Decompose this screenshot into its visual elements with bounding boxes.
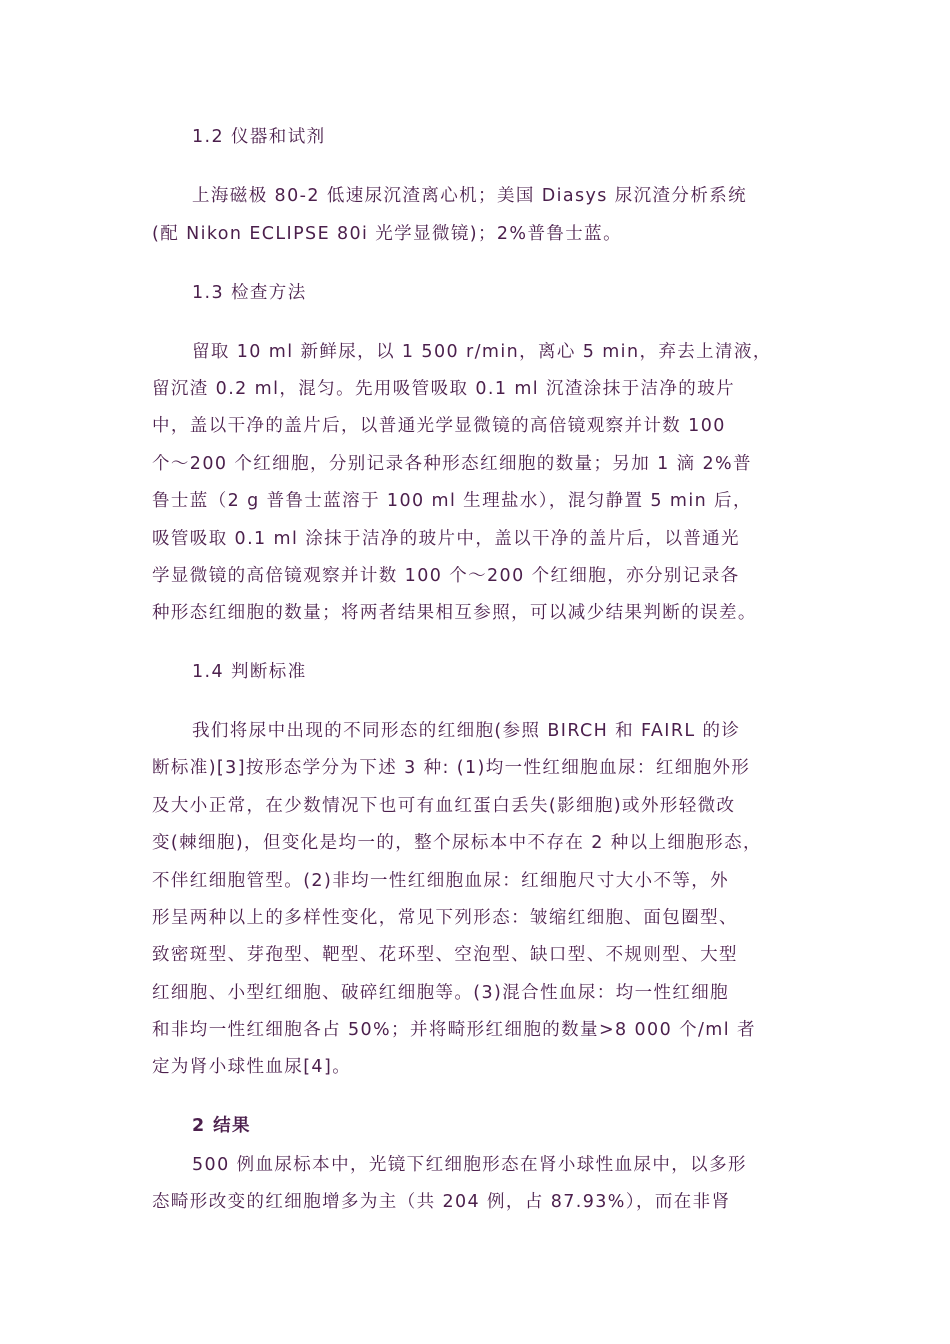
paragraph-line: 500 例血尿标本中，光镜下红细胞形态在肾小球性血尿中，以多形: [192, 1155, 747, 1175]
paragraph-line: 态畸形改变的红细胞增多为主（共 204 例，占 87.93%），而在非肾: [152, 1192, 731, 1212]
paragraph-line: 定为肾小球性血尿[4]。: [152, 1057, 352, 1077]
paragraph-line: 及大小正常，在少数情况下也可有血红蛋白丢失(影细胞)或外形轻微改: [152, 796, 736, 816]
paragraph-line: 上海磁极 80-2 低速尿沉渣离心机；美国 Diasys 尿沉渣分析系统: [192, 186, 748, 206]
paragraph-line: 不伴红细胞管型。(2)非均一性红细胞血尿：红细胞尺寸大小不等，外: [152, 871, 730, 891]
paragraph-line: 学显微镜的高倍镜观察并计数 100 个～200 个红细胞，亦分别记录各: [152, 566, 740, 586]
paragraph-line: 和非均一性红细胞各占 50%；并将畸形红细胞的数量>8 000 个/ml 者: [152, 1020, 756, 1040]
paragraph-line: 致密斑型、芽孢型、靶型、花环型、空泡型、缺口型、不规则型、大型: [152, 945, 738, 965]
paragraph-line: 鲁士蓝（2 g 普鲁士蓝溶于 100 ml 生理盐水），混匀静置 5 min 后，: [152, 491, 752, 511]
paragraph-line: 吸管吸取 0.1 ml 涂抹于洁净的玻片中，盖以干净的盖片后，以普通光: [152, 529, 740, 549]
paragraph-line: 变(棘细胞)，但变化是均一的，整个尿标本中不存在 2 种以上细胞形态，: [152, 833, 762, 853]
paragraph-line: 留取 10 ml 新鲜尿，以 1 500 r/min，离心 5 min，弃去上清液，: [192, 342, 772, 362]
paragraph-line: 我们将尿中出现的不同形态的红细胞(参照 BIRCH 和 FAIRL 的诊: [192, 721, 741, 741]
paragraph-line: 形呈两种以上的多样性变化，常见下列形态：皱缩红细胞、面包圈型、: [152, 908, 738, 928]
paragraph-line: 中，盖以干净的盖片后，以普通光学显微镜的高倍镜观察并计数 100: [152, 416, 726, 436]
section-heading-1-4: 1.4 判断标准: [192, 662, 307, 682]
paragraph-line: 种形态红细胞的数量；将两者结果相互参照，可以减少结果判断的误差。: [152, 603, 757, 623]
paragraph-line: 红细胞、小型红细胞、破碎红细胞等。(3)混合性血尿：均一性红细胞: [152, 983, 730, 1003]
section-heading-1-2: 1.2 仪器和试剂: [192, 127, 326, 147]
paragraph-line: 个～200 个红细胞，分别记录各种形态红细胞的数量；另加 1 滴 2%普: [152, 454, 752, 474]
section-heading-2: 2 结果: [192, 1116, 251, 1136]
section-heading-1-3: 1.3 检查方法: [192, 283, 307, 303]
paragraph-line: 断标准)[3]按形态学分为下述 3 种: (1)均一性红细胞血尿：红细胞外形: [152, 758, 751, 778]
paragraph-line: 留沉渣 0.2 ml，混匀。先用吸管吸取 0.1 ml 沉渣涂抹于洁净的玻片: [152, 379, 735, 399]
paragraph-line: (配 Nikon ECLIPSE 80i 光学显微镜)；2%普鲁士蓝。: [152, 224, 622, 244]
